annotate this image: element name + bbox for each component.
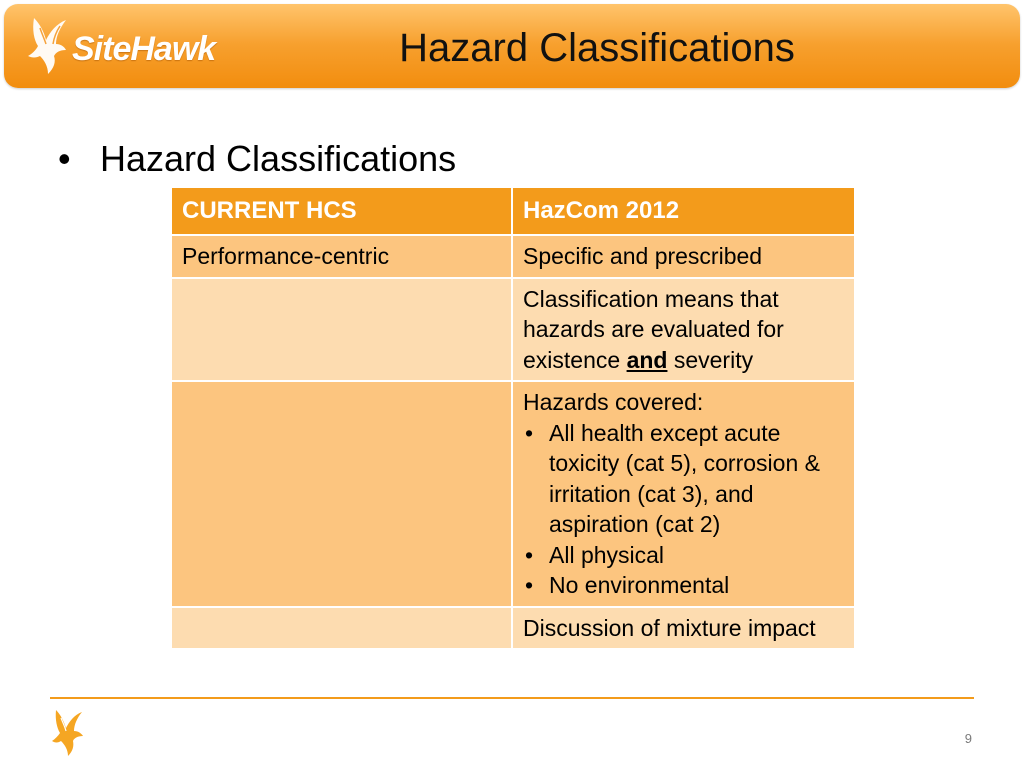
bullet-marker: • <box>58 138 71 179</box>
hazards-list <box>523 418 844 601</box>
cell-current: Performance-centric <box>171 235 512 278</box>
cell-current <box>171 607 512 650</box>
table-row <box>171 235 855 278</box>
footer-divider <box>50 697 974 699</box>
table-header-row <box>171 187 855 235</box>
cell-current <box>171 278 512 382</box>
slide-title: Hazard Classifications <box>399 26 795 70</box>
logo-wordmark: SiteHawk <box>72 30 216 68</box>
list-item: • No environmental <box>523 570 844 601</box>
cell-text: severity <box>673 346 754 373</box>
bullet-heading <box>58 138 456 180</box>
cell-text: Classification means that hazards are evaluated for existence <box>523 285 784 373</box>
table-row <box>171 607 855 650</box>
emphasis-text: and <box>626 346 668 373</box>
header-hazcom-2012: HazCom 2012 <box>512 187 855 235</box>
cell-hazcom: Specific and prescribed <box>512 235 855 278</box>
header-current-hcs: CURRENT HCS <box>171 187 512 235</box>
table-row <box>171 278 855 382</box>
cell-current <box>171 381 512 607</box>
cell-hazcom: Discussion of mixture impact <box>512 607 855 650</box>
cell-hazcom <box>512 381 855 607</box>
list-item: • All health except acute toxicity (cat 5), corrosion & irritation (cat 3), and aspiration (cat 2) <box>523 418 844 540</box>
title-bar <box>4 4 1020 88</box>
cell-hazcom <box>512 278 855 382</box>
bullet-heading-text: Hazard Classifications <box>100 138 457 179</box>
hawk-icon <box>26 14 70 78</box>
hawk-icon <box>50 707 86 759</box>
list-item: • All physical <box>523 540 844 571</box>
cell-intro: Hazards covered: <box>523 389 704 415</box>
page-number: 9 <box>964 731 972 746</box>
table-row <box>171 381 855 607</box>
sitehawk-logo <box>26 14 216 78</box>
comparison-table <box>170 186 856 650</box>
